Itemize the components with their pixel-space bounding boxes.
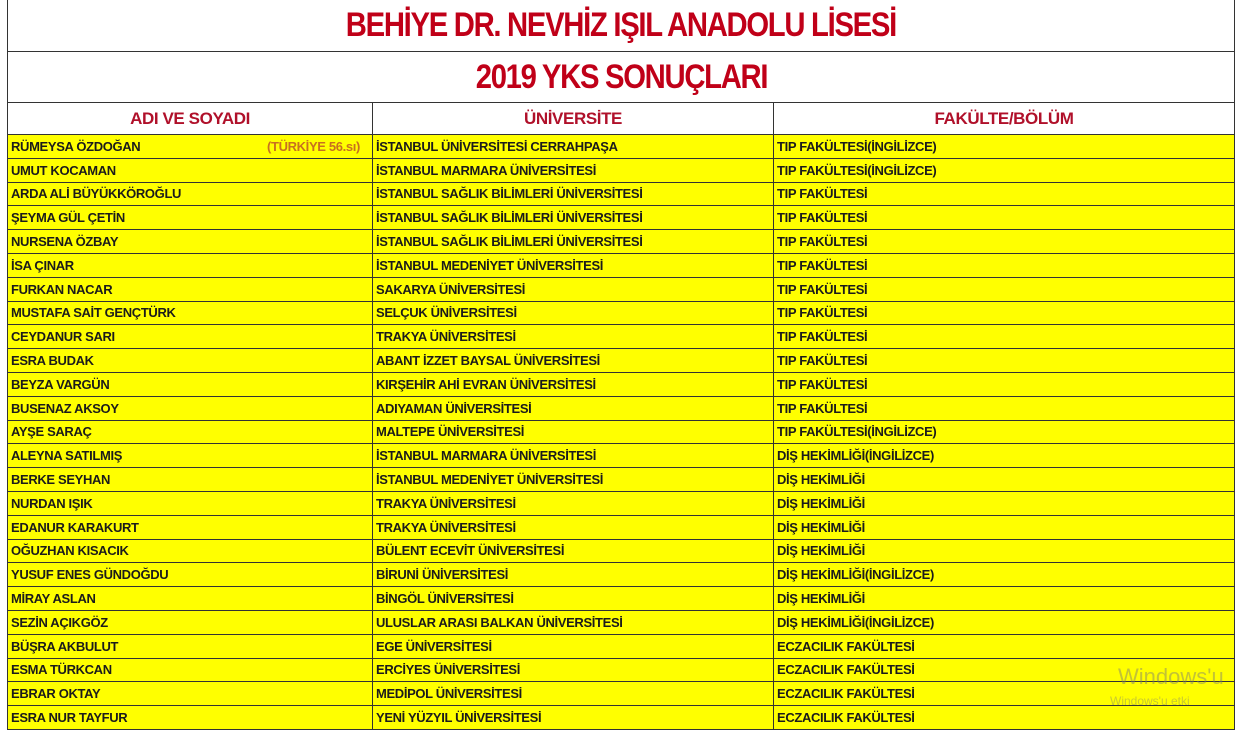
- watermark-line1: Windows'u: [1118, 664, 1224, 689]
- student-name: YUSUF ENES GÜNDOĞDU: [11, 567, 169, 583]
- name-cell[interactable]: [8, 254, 373, 277]
- table-row: [8, 373, 1234, 397]
- faculty-cell[interactable]: TIP FAKÜLTESİ: [774, 254, 1234, 277]
- name-cell[interactable]: [8, 563, 373, 586]
- university-cell[interactable]: EGE ÜNİVERSİTESİ: [373, 635, 774, 658]
- university-cell[interactable]: ERCİYES ÜNİVERSİTESİ: [373, 659, 774, 682]
- name-cell[interactable]: [8, 540, 373, 563]
- university-cell[interactable]: TRAKYA ÜNİVERSİTESİ: [373, 325, 774, 348]
- table-row: [8, 206, 1234, 230]
- subtitle-row: [8, 52, 1234, 103]
- header-row: [8, 103, 1234, 135]
- faculty-cell[interactable]: TIP FAKÜLTESİ: [774, 373, 1234, 396]
- faculty-cell[interactable]: TIP FAKÜLTESİ: [774, 325, 1234, 348]
- name-cell[interactable]: [8, 325, 373, 348]
- university-cell[interactable]: İSTANBUL SAĞLIK BİLİMLERİ ÜNİVERSİTESİ: [373, 183, 774, 206]
- name-cell[interactable]: [8, 516, 373, 539]
- student-name: FURKAN NACAR: [11, 281, 113, 297]
- faculty-cell[interactable]: TIP FAKÜLTESİ(İNGİLİZCE): [774, 159, 1234, 182]
- university-cell[interactable]: İSTANBUL MARMARA ÜNİVERSİTESİ: [373, 159, 774, 182]
- name-cell[interactable]: [8, 682, 373, 705]
- student-name: NURSENA ÖZBAY: [11, 234, 119, 250]
- university-cell[interactable]: İSTANBUL MEDENİYET ÜNİVERSİTESİ: [373, 254, 774, 277]
- student-name: İSA ÇINAR: [11, 257, 74, 273]
- student-name: ESRA NUR TAYFUR: [11, 710, 128, 726]
- name-cell[interactable]: [8, 659, 373, 682]
- name-cell[interactable]: [8, 183, 373, 206]
- table-row: [8, 706, 1234, 730]
- faculty-cell[interactable]: TIP FAKÜLTESİ: [774, 278, 1234, 301]
- student-name: EDANUR KARAKURT: [11, 519, 139, 535]
- header-faculty: FAKÜLTE/BÖLÜM: [934, 108, 1074, 128]
- university-cell[interactable]: İSTANBUL MARMARA ÜNİVERSİTESİ: [373, 444, 774, 467]
- student-name: BERKE SEYHAN: [11, 472, 111, 488]
- table-row: [8, 516, 1234, 540]
- faculty-cell[interactable]: ECZACILIK FAKÜLTESİ: [774, 635, 1234, 658]
- faculty-cell[interactable]: DİŞ HEKİMLİĞİ(İNGİLİZCE): [774, 611, 1234, 634]
- university-cell[interactable]: MALTEPE ÜNİVERSİTESİ: [373, 421, 774, 444]
- faculty-cell[interactable]: DİŞ HEKİMLİĞİ: [774, 587, 1234, 610]
- table-row: [8, 444, 1234, 468]
- student-name: NURDAN IŞIK: [11, 495, 93, 511]
- faculty-cell[interactable]: DİŞ HEKİMLİĞİ(İNGİLİZCE): [774, 563, 1234, 586]
- faculty-cell[interactable]: TIP FAKÜLTESİ: [774, 349, 1234, 372]
- student-name: OĞUZHAN KISACIK: [11, 543, 129, 559]
- name-cell[interactable]: [8, 492, 373, 515]
- name-cell[interactable]: [8, 206, 373, 229]
- name-cell[interactable]: [8, 444, 373, 467]
- student-name: EBRAR OKTAY: [11, 686, 101, 702]
- student-name: BEYZA VARGÜN: [11, 376, 110, 392]
- name-cell[interactable]: [8, 635, 373, 658]
- name-cell[interactable]: [8, 706, 373, 729]
- student-name: MUSTAFA SAİT GENÇTÜRK: [11, 305, 176, 321]
- name-cell[interactable]: [8, 468, 373, 491]
- table-row: [8, 468, 1234, 492]
- faculty-cell[interactable]: DİŞ HEKİMLİĞİ: [774, 540, 1234, 563]
- faculty-cell[interactable]: ECZACILIK FAKÜLTESİ: [774, 682, 1234, 705]
- university-cell[interactable]: SELÇUK ÜNİVERSİTESİ: [373, 302, 774, 325]
- university-cell[interactable]: BİRUNİ ÜNİVERSİTESİ: [373, 563, 774, 586]
- table-row: [8, 421, 1234, 445]
- faculty-cell[interactable]: DİŞ HEKİMLİĞİ(İNGİLİZCE): [774, 444, 1234, 467]
- table-row: [8, 635, 1234, 659]
- name-cell[interactable]: [8, 349, 373, 372]
- faculty-cell[interactable]: ECZACILIK FAKÜLTESİ: [774, 659, 1234, 682]
- university-cell[interactable]: İSTANBUL SAĞLIK BİLİMLERİ ÜNİVERSİTESİ: [373, 206, 774, 229]
- university-cell[interactable]: TRAKYA ÜNİVERSİTESİ: [373, 492, 774, 515]
- university-cell[interactable]: ULUSLAR ARASI BALKAN ÜNİVERSİTESİ: [373, 611, 774, 634]
- header-name: ADI VE SOYADI: [8, 103, 373, 134]
- title-row: [8, 0, 1234, 52]
- faculty-cell[interactable]: ECZACILIK FAKÜLTESİ: [774, 706, 1234, 729]
- student-name: ŞEYMA GÜL ÇETİN: [11, 210, 125, 226]
- faculty-cell[interactable]: TIP FAKÜLTESİ(İNGİLİZCE): [774, 421, 1234, 444]
- faculty-cell[interactable]: TIP FAKÜLTESİ: [774, 206, 1234, 229]
- student-name: ARDA ALİ BÜYÜKKÖROĞLU: [11, 186, 182, 202]
- table-row: [8, 254, 1234, 278]
- name-cell[interactable]: [8, 302, 373, 325]
- name-cell[interactable]: [8, 373, 373, 396]
- table-row: [8, 397, 1234, 421]
- faculty-cell[interactable]: TIP FAKÜLTESİ: [774, 397, 1234, 420]
- faculty-cell[interactable]: DİŞ HEKİMLİĞİ: [774, 468, 1234, 491]
- student-name: BÜŞRA AKBULUT: [11, 638, 119, 654]
- table-row: [8, 135, 1234, 159]
- table-row: [8, 587, 1234, 611]
- student-name: ALEYNA SATILMIŞ: [11, 448, 123, 464]
- faculty-cell[interactable]: TIP FAKÜLTESİ: [774, 230, 1234, 253]
- university-cell[interactable]: İSTANBUL ÜNİVERSİTESİ CERRAHPAŞA: [373, 135, 774, 158]
- name-cell[interactable]: [8, 159, 373, 182]
- university-cell[interactable]: İSTANBUL MEDENİYET ÜNİVERSİTESİ: [373, 468, 774, 491]
- table-row: [8, 540, 1234, 564]
- student-name: MİRAY ASLAN: [11, 591, 96, 607]
- table-row: [8, 563, 1234, 587]
- results-sheet: [7, 0, 1235, 730]
- name-cell[interactable]: [8, 587, 373, 610]
- student-name: AYŞE SARAÇ: [11, 424, 92, 440]
- faculty-cell[interactable]: DİŞ HEKİMLİĞİ: [774, 516, 1234, 539]
- university-cell[interactable]: TRAKYA ÜNİVERSİTESİ: [373, 516, 774, 539]
- name-cell[interactable]: [8, 230, 373, 253]
- table-row: [8, 611, 1234, 635]
- university-cell[interactable]: İSTANBUL SAĞLIK BİLİMLERİ ÜNİVERSİTESİ: [373, 230, 774, 253]
- university-cell[interactable]: ABANT İZZET BAYSAL ÜNİVERSİTESİ: [373, 349, 774, 372]
- results-subtitle: 2019 YKS SONUÇLARI: [475, 57, 767, 96]
- faculty-cell[interactable]: TIP FAKÜLTESİ: [774, 183, 1234, 206]
- table-row: [8, 682, 1234, 706]
- student-name: CEYDANUR SARI: [11, 329, 115, 345]
- student-name: SEZİN AÇIKGÖZ: [11, 614, 108, 630]
- header-university: ÜNİVERSİTE: [373, 103, 774, 134]
- table-row: [8, 302, 1234, 326]
- table-row: [8, 159, 1234, 183]
- student-name: RÜMEYSA ÖZDOĞAN: [11, 138, 141, 154]
- name-cell[interactable]: [8, 421, 373, 444]
- student-name: ESMA TÜRKCAN: [11, 662, 112, 678]
- student-name: BUSENAZ AKSOY: [11, 400, 119, 416]
- university-cell[interactable]: SAKARYA ÜNİVERSİTESİ: [373, 278, 774, 301]
- university-cell[interactable]: MEDİPOL ÜNİVERSİTESİ: [373, 682, 774, 705]
- table-row: [8, 492, 1234, 516]
- faculty-cell[interactable]: DİŞ HEKİMLİĞİ: [774, 492, 1234, 515]
- university-cell[interactable]: ADIYAMAN ÜNİVERSİTESİ: [373, 397, 774, 420]
- name-cell[interactable]: [8, 397, 373, 420]
- university-cell[interactable]: YENİ YÜZYIL ÜNİVERSİTESİ: [373, 706, 774, 729]
- university-cell[interactable]: BÜLENT ECEVİT ÜNİVERSİTESİ: [373, 540, 774, 563]
- faculty-cell[interactable]: TIP FAKÜLTESİ(İNGİLİZCE): [774, 135, 1234, 158]
- name-cell[interactable]: [8, 278, 373, 301]
- table-body: [8, 135, 1234, 730]
- name-cell[interactable]: [8, 611, 373, 634]
- faculty-cell[interactable]: TIP FAKÜLTESİ: [774, 302, 1234, 325]
- table-row: [8, 659, 1234, 683]
- student-name: ESRA BUDAK: [11, 353, 94, 369]
- school-title: BEHİYE DR. NEVHİZ IŞIL ANADOLU LİSESİ: [345, 6, 897, 44]
- rank-note: (TÜRKİYE 56.sı): [267, 138, 360, 154]
- university-cell[interactable]: KIRŞEHİR AHİ EVRAN ÜNİVERSİTESİ: [373, 373, 774, 396]
- name-cell[interactable]: [8, 135, 373, 158]
- table-row: [8, 278, 1234, 302]
- table-row: [8, 230, 1234, 254]
- watermark-line2: Windows'u etki: [1110, 694, 1190, 708]
- student-name: UMUT KOCAMAN: [11, 162, 116, 178]
- university-cell[interactable]: BİNGÖL ÜNİVERSİTESİ: [373, 587, 774, 610]
- table-row: [8, 325, 1234, 349]
- table-row: [8, 349, 1234, 373]
- table-row: [8, 183, 1234, 207]
